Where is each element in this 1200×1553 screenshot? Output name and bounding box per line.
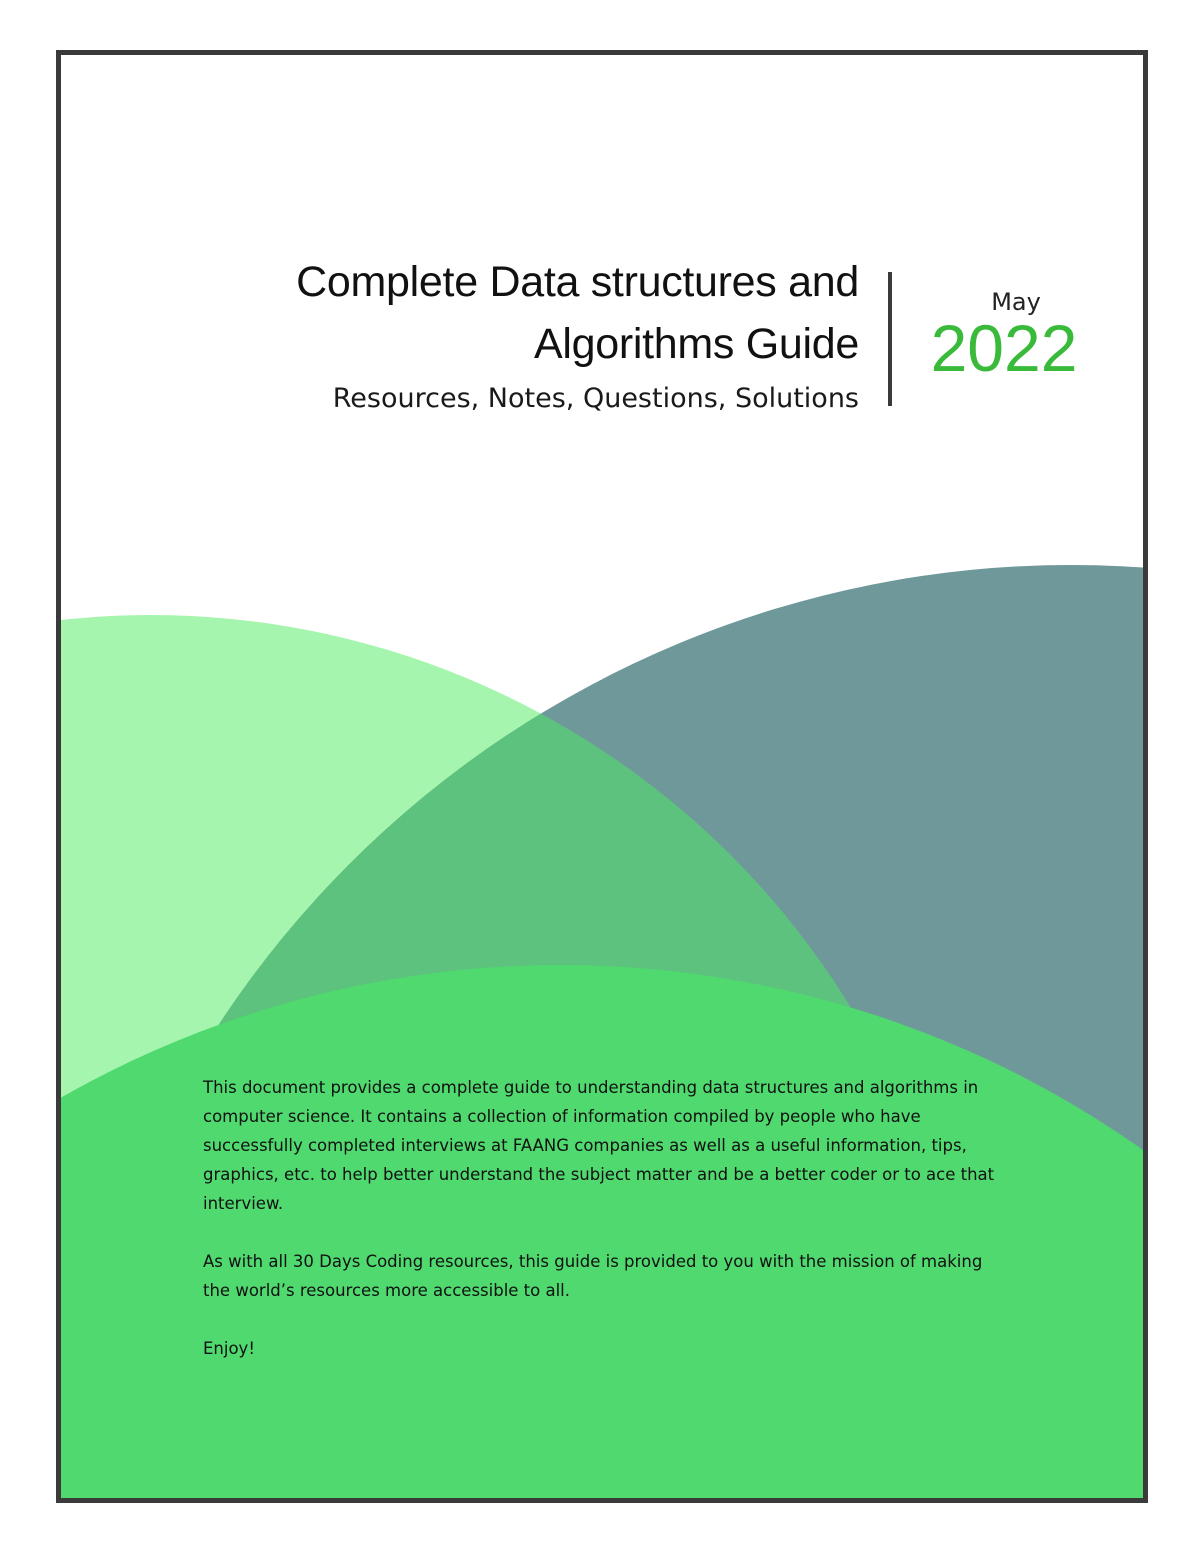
cover-page (56, 50, 1148, 1503)
title-line-1: Complete Data structures and (296, 258, 859, 306)
date-month: May (991, 288, 1041, 316)
title-divider (888, 272, 892, 406)
intro-paragraph-2: As with all 30 Days Coding resources, this guide is provided to you with the mission of making the world’s resources more accessible to all. (203, 1252, 983, 1300)
date-block (919, 287, 1089, 385)
intro-text (203, 1073, 1003, 1392)
intro-closing: Enjoy! (203, 1339, 255, 1358)
title-line-2: Algorithms Guide (533, 320, 859, 368)
subtitle: Resources, Notes, Questions, Solutions (332, 383, 859, 414)
title-block (296, 251, 859, 419)
date-year: 2022 (930, 311, 1078, 385)
intro-paragraph-1: This document provides a complete guide to understanding data structures and algorithms in computer science. It contains a collection of information compiled by people who have successfully completed interviews at FAANG companies as well as a useful information, tips, graphics, etc. to help better understand the subject matter and be a better coder or to ace that interview. (203, 1078, 995, 1213)
